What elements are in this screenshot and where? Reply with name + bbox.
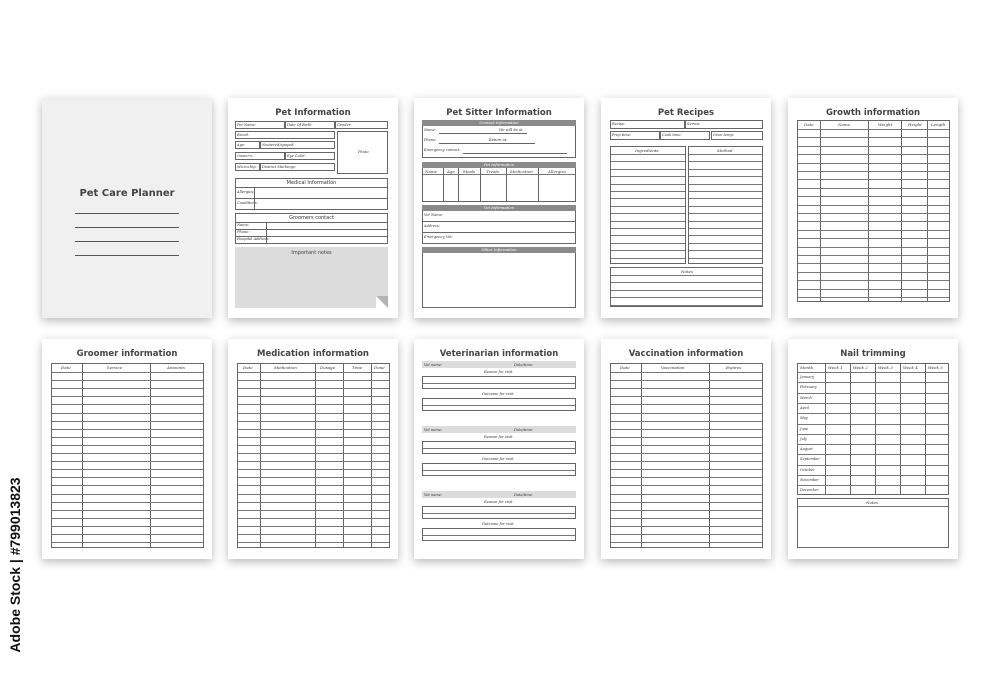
table-row-line bbox=[689, 243, 762, 244]
table-row-line bbox=[238, 461, 389, 462]
table-row-line bbox=[611, 228, 685, 229]
vet-name-label: Vet name: bbox=[424, 427, 443, 432]
table-row-line bbox=[238, 510, 389, 511]
month-label: July bbox=[800, 436, 807, 441]
vet-info-box: Vet Name: Address: Emergency Vet: bbox=[422, 211, 576, 244]
field-microchip: Microchip: bbox=[235, 163, 260, 171]
page-veterinarian bbox=[414, 339, 584, 559]
vet-visit-block bbox=[422, 426, 576, 486]
table-row-line bbox=[798, 485, 948, 486]
table-row-line bbox=[798, 454, 948, 455]
table-row-line bbox=[52, 461, 203, 462]
conditions-label: Conditions: bbox=[237, 201, 258, 205]
table-row-line bbox=[798, 188, 949, 189]
nail-col-header: Week 3 bbox=[878, 365, 893, 370]
table-row-line bbox=[238, 429, 389, 430]
important-notes-title: Important notes bbox=[291, 250, 332, 256]
table-row-line bbox=[798, 280, 949, 281]
vet-name-label: Vet name: bbox=[424, 362, 443, 367]
table-row-line bbox=[238, 396, 389, 397]
table-row-line bbox=[52, 518, 203, 519]
page-pet-recipes bbox=[601, 98, 771, 318]
table-row-line bbox=[52, 421, 203, 422]
table-row-line bbox=[611, 542, 762, 543]
table-row-line bbox=[238, 485, 389, 486]
table-row-line bbox=[52, 396, 203, 397]
table-row-line bbox=[689, 161, 762, 162]
cover-title: Pet Care Planner bbox=[79, 188, 175, 199]
table-row-line bbox=[798, 221, 949, 222]
field-recipe: Recipe: bbox=[610, 120, 685, 129]
table-row-line bbox=[611, 243, 685, 244]
page-title: Growth information bbox=[825, 108, 921, 118]
table-row-line bbox=[611, 437, 762, 438]
table-row-line bbox=[238, 534, 389, 535]
vet-datetime-label: Date/time: bbox=[514, 362, 534, 367]
field-cook-time: Cook time: bbox=[660, 131, 710, 140]
page-fold-icon bbox=[376, 296, 388, 308]
table-row-line bbox=[798, 289, 949, 290]
table-row-line bbox=[611, 534, 762, 535]
table-row-line bbox=[611, 388, 762, 389]
groomer-table: Date Service Amounts bbox=[51, 363, 204, 548]
table-row-line bbox=[238, 372, 389, 373]
table-row-line bbox=[52, 413, 203, 414]
table-row-line bbox=[52, 494, 203, 495]
page-pet-information bbox=[228, 98, 398, 318]
vaccination-table: Date Vaccination Expires bbox=[610, 363, 763, 548]
table-row-line bbox=[798, 444, 948, 445]
table-row-line bbox=[689, 198, 762, 199]
table-row-line bbox=[611, 494, 762, 495]
vet-reason-label: Reason for visit bbox=[484, 370, 513, 374]
table-row-line bbox=[238, 494, 389, 495]
table-row-line bbox=[798, 179, 949, 180]
page-title: Pet Sitter Information bbox=[446, 108, 552, 118]
other-info-header: Other Information bbox=[422, 247, 576, 253]
table-row-line bbox=[689, 154, 762, 155]
table-row-line bbox=[689, 228, 762, 229]
month-label: August bbox=[800, 447, 813, 452]
table-row-line bbox=[238, 445, 389, 446]
vet-info-header: Vet Information bbox=[422, 205, 576, 211]
table-row-line bbox=[611, 206, 685, 207]
table-row-line bbox=[52, 502, 203, 503]
table-row-line bbox=[611, 510, 762, 511]
table-row-line bbox=[611, 275, 762, 276]
contact-info-box: Name: We will be at Phone: Return at: Emergency contact: bbox=[422, 126, 576, 158]
vet-outcome-label: Outcome for visit bbox=[482, 457, 514, 461]
table-row-line bbox=[611, 198, 685, 199]
page-vaccination bbox=[601, 339, 771, 559]
table-row-line bbox=[611, 282, 762, 283]
table-row-line bbox=[611, 396, 762, 397]
table-row-line bbox=[52, 453, 203, 454]
month-label: October bbox=[800, 467, 815, 472]
table-row-line bbox=[798, 382, 948, 383]
vet-outcome-label: Outcome for visit bbox=[482, 392, 514, 396]
table-row-line bbox=[798, 146, 949, 147]
month-label: February bbox=[800, 385, 817, 390]
month-label: November bbox=[800, 478, 820, 482]
table-row-line bbox=[611, 485, 762, 486]
method-table: Method bbox=[688, 146, 763, 264]
table-row-line bbox=[611, 445, 762, 446]
table-row-line bbox=[798, 213, 949, 214]
table-row-line bbox=[52, 445, 203, 446]
field-gender: Gender: bbox=[335, 121, 388, 129]
table-row-line bbox=[238, 437, 389, 438]
table-row-line bbox=[611, 154, 685, 155]
table-row-line bbox=[689, 258, 762, 259]
table-row-line bbox=[798, 196, 949, 197]
table-row-line bbox=[238, 453, 389, 454]
medical-section bbox=[235, 178, 388, 210]
table-row-line bbox=[238, 380, 389, 381]
cover-line bbox=[75, 213, 179, 214]
table-row-line bbox=[798, 205, 949, 206]
table-row-line bbox=[689, 206, 762, 207]
pet-info-header: Pet Information bbox=[422, 162, 576, 168]
table-row-line bbox=[611, 297, 762, 298]
table-row-line bbox=[52, 477, 203, 478]
page-cover bbox=[42, 98, 212, 318]
nail-col-header: Week 5 bbox=[928, 365, 943, 370]
field-serves: Serves: bbox=[685, 120, 763, 129]
page-title: Vaccination information bbox=[628, 349, 744, 359]
table-row-line bbox=[689, 235, 762, 236]
table-row-line bbox=[238, 542, 389, 543]
table-row-line bbox=[611, 305, 762, 306]
table-row-line bbox=[611, 221, 685, 222]
table-row-line bbox=[798, 272, 949, 273]
table-row-line bbox=[611, 453, 762, 454]
vet-outcome-label: Outcome for visit bbox=[482, 522, 514, 526]
hospital-label: Hospital Address: bbox=[237, 237, 270, 241]
table-row-line bbox=[238, 388, 389, 389]
vet-datetime-label: Date/time: bbox=[514, 427, 534, 432]
table-row-line bbox=[611, 250, 685, 251]
table-row-line bbox=[238, 469, 389, 470]
table-row-line bbox=[611, 477, 762, 478]
medication-table: Date Medication Dosage Time Done bbox=[237, 363, 390, 548]
table-row-line bbox=[798, 129, 949, 130]
vet-reason-label: Reason for visit bbox=[484, 500, 513, 504]
field-neutered: Neutered/spayed: bbox=[260, 141, 335, 149]
groomers-contact-section bbox=[235, 213, 388, 244]
month-label: January bbox=[800, 375, 815, 379]
page-title: Pet Information bbox=[275, 108, 351, 118]
table-row-line bbox=[798, 465, 948, 466]
vet-visit-block bbox=[422, 491, 576, 551]
table-row-line bbox=[611, 421, 762, 422]
table-row-line bbox=[798, 230, 949, 231]
table-row-line bbox=[611, 518, 762, 519]
field-pet-name: Pet Name: bbox=[235, 121, 285, 129]
vet-visit-block bbox=[422, 361, 576, 421]
page-title: Groomer information bbox=[76, 349, 178, 359]
table-row-line bbox=[611, 176, 685, 177]
table-row-line bbox=[611, 502, 762, 503]
page-title: Veterinarian information bbox=[439, 349, 559, 359]
page-nail-trimming bbox=[788, 339, 958, 559]
table-row-line bbox=[689, 250, 762, 251]
vet-datetime-label: Date/time: bbox=[514, 492, 534, 497]
recipe-notes-table: Notes bbox=[610, 267, 763, 307]
page-medication bbox=[228, 339, 398, 559]
table-row-line bbox=[52, 380, 203, 381]
table-row-line bbox=[52, 372, 203, 373]
field-age: Age: bbox=[235, 141, 260, 149]
table-row-line bbox=[689, 184, 762, 185]
cover-line bbox=[75, 227, 179, 228]
field-eye-color: Eye Color: bbox=[285, 152, 335, 160]
page-title: Medication information bbox=[257, 349, 369, 359]
table-row-line bbox=[798, 475, 948, 476]
table-row-line bbox=[798, 255, 949, 256]
contact-info-header: Contact Information bbox=[422, 120, 576, 126]
photo-box: Photo bbox=[337, 131, 388, 174]
page-title: Nail trimming bbox=[840, 349, 906, 359]
field-dob: Date Of Birth: bbox=[285, 121, 335, 129]
table-row-line bbox=[689, 221, 762, 222]
cover-line bbox=[75, 255, 179, 256]
name-label: Name: bbox=[237, 223, 250, 227]
table-row-line bbox=[798, 372, 948, 373]
table-row-line bbox=[611, 429, 762, 430]
table-row-line bbox=[611, 169, 685, 170]
table-row-line bbox=[52, 542, 203, 543]
table-row-line bbox=[798, 238, 949, 239]
groomers-contact-title: Groomers contact bbox=[289, 215, 334, 221]
table-row-line bbox=[689, 213, 762, 214]
month-label: December bbox=[800, 488, 819, 493]
table-row-line bbox=[52, 534, 203, 535]
field-prep-time: Prep time: bbox=[610, 131, 660, 140]
table-row-line bbox=[798, 263, 949, 264]
vet-reason-label: Reason for visit bbox=[484, 435, 513, 439]
cover-line bbox=[75, 241, 179, 242]
field-markings: Distinct Markings: bbox=[260, 163, 335, 171]
page-groomer bbox=[42, 339, 212, 559]
table-row-line bbox=[611, 184, 685, 185]
table-row-line bbox=[611, 235, 685, 236]
table-row-line bbox=[798, 393, 948, 394]
other-info-box bbox=[422, 253, 576, 308]
medical-title: Medical Information bbox=[286, 180, 337, 186]
nail-notes-box: Notes bbox=[797, 498, 949, 548]
table-row-line bbox=[238, 421, 389, 422]
table-row-line bbox=[238, 518, 389, 519]
nail-table bbox=[797, 363, 949, 495]
field-oven-temp: Oven temp: bbox=[711, 131, 763, 140]
nail-col-header: Week 2 bbox=[853, 365, 868, 370]
table-row-line bbox=[52, 429, 203, 430]
month-label: April bbox=[800, 405, 809, 410]
phone-label: Phone: bbox=[237, 230, 250, 234]
table-row-line bbox=[798, 171, 949, 172]
table-row-line bbox=[611, 161, 685, 162]
table-row-line bbox=[611, 404, 762, 405]
vet-name-label: Vet name: bbox=[424, 492, 443, 497]
table-row-line bbox=[798, 413, 948, 414]
table-row-line bbox=[238, 526, 389, 527]
month-label: March bbox=[800, 395, 812, 400]
table-row-line bbox=[238, 477, 389, 478]
table-row-line bbox=[238, 404, 389, 405]
nail-col-header: Week 1 bbox=[828, 365, 843, 370]
table-row-line bbox=[611, 290, 762, 291]
sitter-pet-table: Name Age Meals Treats Medication Allergies bbox=[422, 168, 576, 202]
table-row-line bbox=[611, 469, 762, 470]
table-row-line bbox=[611, 213, 685, 214]
month-label: September bbox=[800, 457, 821, 462]
table-row-line bbox=[238, 502, 389, 503]
table-row-line bbox=[611, 258, 685, 259]
page-growth bbox=[788, 98, 958, 318]
table-row-line bbox=[689, 176, 762, 177]
table-row-line bbox=[52, 404, 203, 405]
table-row-line bbox=[798, 424, 948, 425]
growth-table: Date Name Weight Height Length bbox=[797, 120, 950, 302]
table-row-line bbox=[689, 191, 762, 192]
nail-col-header: Month bbox=[800, 365, 814, 370]
important-notes-box bbox=[235, 247, 388, 308]
table-row-line bbox=[611, 461, 762, 462]
table-row-line bbox=[611, 191, 685, 192]
month-label: June bbox=[800, 426, 809, 431]
table-row-line bbox=[689, 169, 762, 170]
table-row-line bbox=[52, 485, 203, 486]
table-row-line bbox=[52, 388, 203, 389]
table-row-line bbox=[798, 163, 949, 164]
table-row-line bbox=[52, 510, 203, 511]
stock-watermark: Adobe Stock | #799013823 bbox=[7, 477, 23, 653]
table-row-line bbox=[611, 380, 762, 381]
table-row-line bbox=[798, 154, 949, 155]
table-row-line bbox=[611, 372, 762, 373]
field-owner: Owner's: bbox=[235, 152, 285, 160]
table-row-line bbox=[611, 526, 762, 527]
allergies-label: Allergies: bbox=[237, 190, 255, 194]
field-breed: Breed: bbox=[235, 131, 335, 139]
table-row-line bbox=[798, 137, 949, 138]
table-row-line bbox=[52, 437, 203, 438]
table-row-line bbox=[798, 247, 949, 248]
table-row-line bbox=[798, 403, 948, 404]
ingredients-table: Ingredients bbox=[610, 146, 686, 264]
table-row-line bbox=[798, 434, 948, 435]
table-row-line bbox=[798, 297, 949, 298]
table-row-line bbox=[52, 526, 203, 527]
page-pet-sitter bbox=[414, 98, 584, 318]
table-row-line bbox=[52, 469, 203, 470]
nail-col-header: Week 4 bbox=[903, 365, 918, 370]
table-row-line bbox=[611, 413, 762, 414]
month-label: May bbox=[800, 416, 808, 421]
table-row-line bbox=[238, 413, 389, 414]
page-title: Pet Recipes bbox=[657, 108, 715, 118]
